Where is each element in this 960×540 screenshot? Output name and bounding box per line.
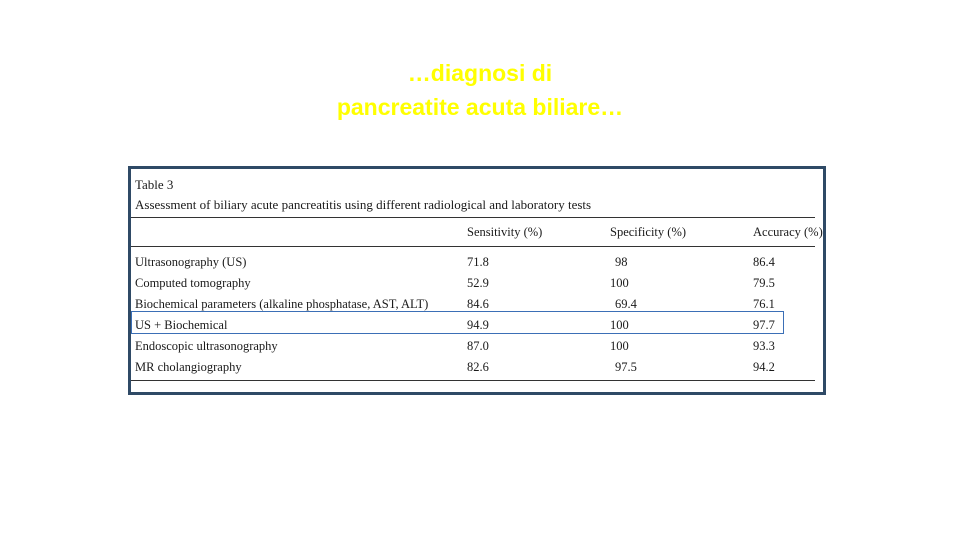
- row-0-sensitivity: 71.8: [467, 255, 489, 269]
- row-5-test: MR cholangiography: [135, 360, 242, 374]
- row-4-test: Endoscopic ultrasonography: [135, 339, 278, 353]
- row-1-sensitivity: 52.9: [467, 276, 489, 290]
- table-figure: [128, 166, 826, 395]
- row-2-accuracy: 76.1: [753, 297, 775, 311]
- row-4-sensitivity: 87.0: [467, 339, 489, 353]
- row-1-test: Computed tomography: [135, 276, 251, 290]
- row-3-sensitivity: 94.9: [467, 318, 489, 332]
- row-2-test: Biochemical parameters (alkaline phosphatase, AST, ALT): [135, 297, 429, 311]
- row-2-sensitivity: 84.6: [467, 297, 489, 311]
- table-heading: Assessment of biliary acute pancreatitis using different radiological and laboratory tests: [135, 197, 592, 212]
- row-5-accuracy: 94.2: [753, 360, 775, 374]
- row-5-sensitivity: 82.6: [467, 360, 489, 374]
- row-1-specificity: 100: [610, 276, 629, 290]
- bottom-rule: [131, 380, 815, 381]
- row-0-accuracy: 86.4: [753, 255, 775, 269]
- column-header-sensitivity: Sensitivity (%): [467, 225, 543, 239]
- row-3-test: US + Biochemical: [135, 318, 228, 332]
- row-1-accuracy: 79.5: [753, 276, 775, 290]
- row-4-accuracy: 93.3: [753, 339, 775, 353]
- top-rule: [131, 217, 815, 218]
- table-caption: Table 3: [135, 177, 174, 192]
- column-header-accuracy: Accuracy (%): [753, 225, 823, 239]
- slide-title-line1: …diagnosi di: [407, 60, 553, 86]
- row-0-specificity: 98: [615, 255, 628, 269]
- row-3-accuracy: 97.7: [753, 318, 775, 332]
- header-rule: [131, 246, 815, 247]
- slide-title-line2: pancreatite acuta biliare…: [336, 94, 624, 120]
- row-2-specificity: 69.4: [615, 297, 637, 311]
- row-0-test: Ultrasonography (US): [135, 255, 247, 269]
- column-header-specificity: Specificity (%): [610, 225, 687, 239]
- highlighted-row-box: [131, 311, 784, 334]
- slide-title: [0, 56, 960, 124]
- row-5-specificity: 97.5: [615, 360, 637, 374]
- row-4-specificity: 100: [610, 339, 629, 353]
- row-3-specificity: 100: [610, 318, 629, 332]
